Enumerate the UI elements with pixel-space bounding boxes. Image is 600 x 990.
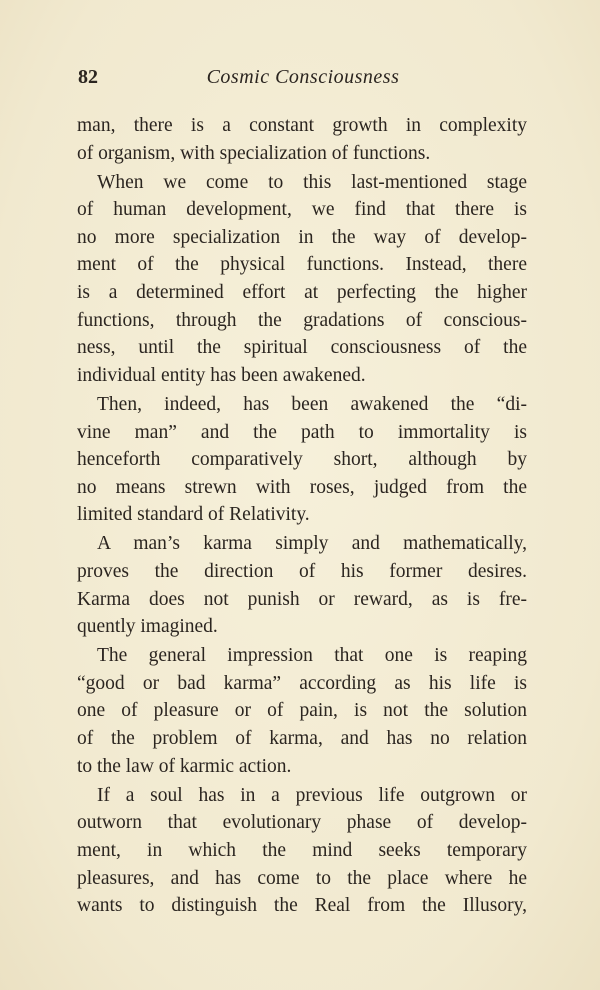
- text-line: vine man” and the path to immortality is: [77, 421, 527, 443]
- page-number: 82: [78, 66, 98, 88]
- text-line: is a determined effort at perfecting the higher: [77, 282, 527, 304]
- text-line: individual entity has been awakened.: [77, 364, 366, 386]
- running-title: Cosmic Consciousness: [206, 66, 400, 88]
- text-line: ment, in which the mind seeks temporary: [77, 839, 527, 861]
- text-line: of human development, we find that there is: [77, 199, 527, 221]
- text-line: Then, indeed, has been awakened the “di-: [97, 393, 527, 415]
- paragraph: [77, 642, 527, 780]
- text-line: no means strewn with roses, judged from the: [77, 476, 527, 498]
- text-line: ness, until the spiritual consciousness of the: [77, 337, 527, 359]
- text-line: henceforth comparatively short, although by: [77, 449, 527, 471]
- paragraph: [77, 782, 527, 920]
- text-line: man, there is a constant growth in complexity: [77, 115, 527, 136]
- page-header: [78, 66, 528, 96]
- text-line: When we come to this last-mentioned stage: [97, 171, 527, 193]
- paragraph: [77, 391, 527, 529]
- text-line: A man’s karma simply and mathematically,: [97, 533, 527, 555]
- text-line: no more specialization in the way of develop-: [77, 226, 527, 248]
- text-line: “good or bad karma” according as his life is: [77, 672, 527, 694]
- text-line: quently imagined.: [77, 616, 218, 638]
- text-line: of organism, with specialization of functions.: [77, 142, 431, 164]
- text-line: limited standard of Relativity.: [77, 504, 310, 526]
- text-line: of the problem of karma, and has no relation: [77, 728, 527, 750]
- text-line: The general impression that one is reaping: [97, 645, 527, 667]
- text-line: If a soul has in a previous life outgrown or: [97, 784, 527, 806]
- text-line: functions, through the gradations of conscious-: [77, 309, 527, 331]
- text-line: proves the direction of his former desires.: [77, 561, 527, 582]
- text-line: one of pleasure or of pain, is not the solution: [77, 700, 527, 722]
- paragraph: [77, 112, 527, 167]
- text-line: to the law of karmic action.: [77, 755, 292, 777]
- text-line: pleasures, and has come to the place where he: [77, 867, 527, 889]
- page-body-text: [77, 112, 527, 921]
- paragraph: [77, 530, 527, 640]
- text-line: wants to distinguish the Real from the Illusory,: [77, 895, 527, 917]
- text-line: outworn that evolutionary phase of develop-: [77, 812, 527, 834]
- text-line: Karma does not punish or reward, as is fre-: [77, 588, 527, 610]
- text-line: ment of the physical functions. Instead, there: [77, 254, 527, 276]
- paragraph: [77, 169, 527, 390]
